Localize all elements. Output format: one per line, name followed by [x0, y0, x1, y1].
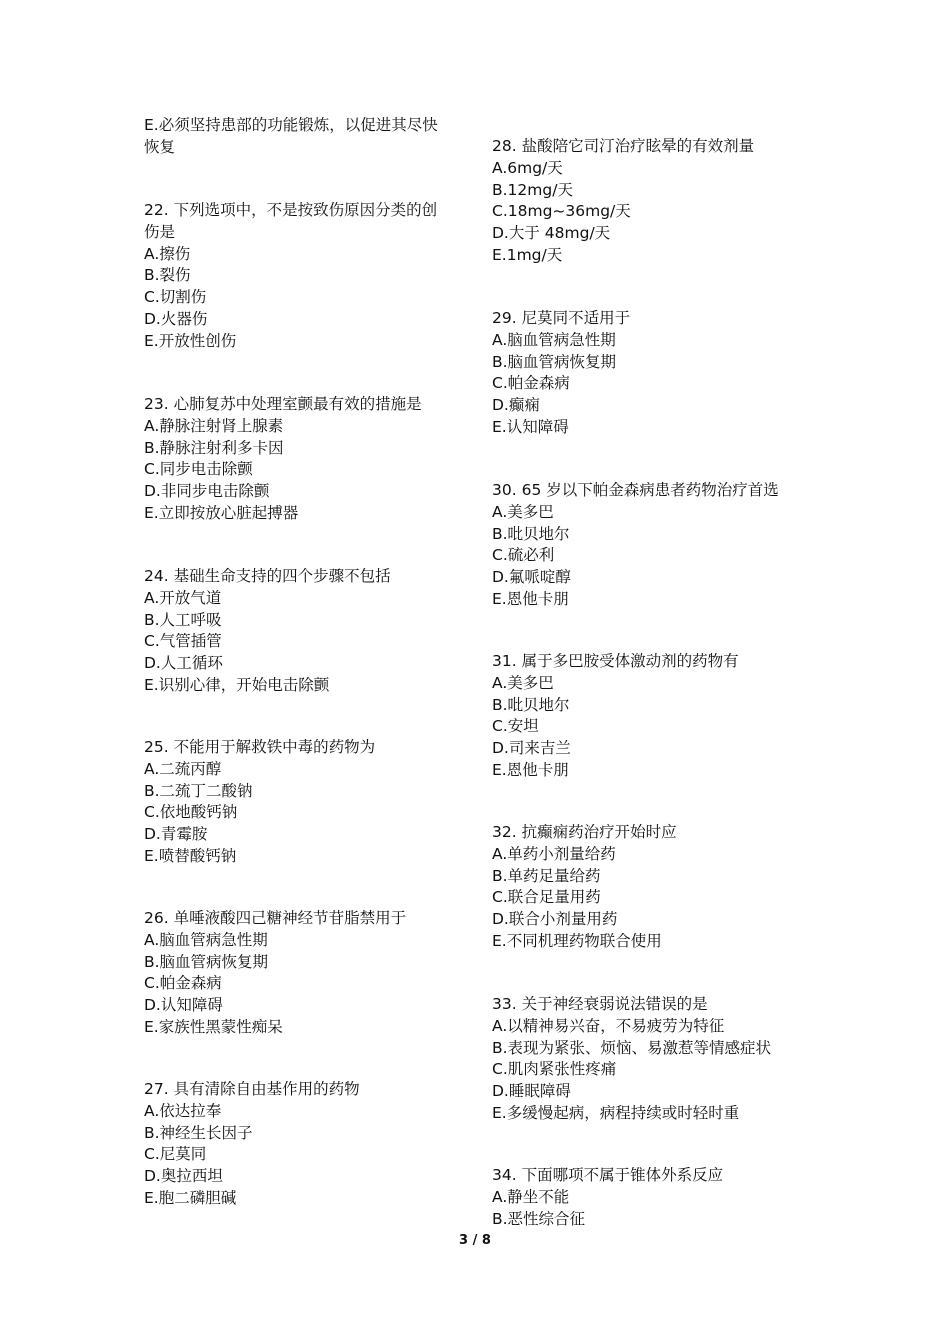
- option-line: C.安坦: [492, 717, 539, 736]
- option-line: D.认知障碍: [144, 996, 223, 1015]
- option-line: D.癫痫: [492, 396, 540, 415]
- option-line: B.吡贝地尔: [492, 695, 570, 714]
- option-line: B.恶性综合征: [492, 1209, 586, 1228]
- option-line: C.肌肉紧张性疼痛: [492, 1060, 617, 1079]
- option-line: B.脑血管病恢复期: [144, 952, 269, 971]
- option-line: E.识别心律，开始电击除颤: [144, 675, 330, 694]
- option-line: D.联合小剂量用药: [492, 910, 618, 929]
- option-line: A.开放气道: [144, 588, 222, 607]
- option-line: A.美多巴: [492, 673, 554, 692]
- option-line: D.大于 48mg/天: [492, 224, 611, 243]
- option-line: D.青霉胺: [144, 825, 208, 844]
- question-line: 34. 下面哪项不属于锥体外系反应: [492, 1166, 724, 1184]
- option-line: C.帕金森病: [144, 974, 222, 993]
- option-line: E.胞二磷胆碱: [144, 1188, 237, 1207]
- question-line: 28. 盐酸陪它司汀治疗眩晕的有效剂量: [492, 137, 755, 155]
- option-line: D.非同步电击除颤: [144, 482, 270, 501]
- option-line: A.脑血管病急性期: [144, 930, 268, 949]
- option-line: E.喷替酸钙钠: [144, 846, 237, 865]
- question-block: [492, 136, 754, 267]
- option-line: C.尼莫同: [144, 1145, 207, 1164]
- question-block: [144, 737, 375, 868]
- option-line: D.司来吉兰: [492, 739, 571, 758]
- option-line: A.以精神易兴奋，不易疲劳为特征: [492, 1016, 725, 1035]
- question-block: [144, 394, 422, 525]
- option-line: 恢复: [144, 137, 176, 156]
- option-line: C.气管插管: [144, 632, 222, 651]
- option-line: C.硫必利: [492, 546, 555, 565]
- question-block: [492, 308, 630, 439]
- option-line: D.人工循环: [144, 654, 223, 673]
- option-line: E.多缓慢起病，病程持续或时轻时重: [492, 1103, 740, 1122]
- option-line: A.美多巴: [492, 502, 554, 521]
- option-line: B.脑血管病恢复期: [492, 352, 617, 371]
- option-line: B.表现为紧张、烦恼、易激惹等情感症状: [492, 1038, 772, 1057]
- option-line: D.奥拉西坦: [144, 1167, 223, 1186]
- option-line: C.依地酸钙钠: [144, 803, 238, 822]
- question-line: 32. 抗癫痫药治疗开始时应: [492, 823, 677, 841]
- option-line: A.单药小剂量给药: [492, 844, 616, 863]
- question-block: [492, 480, 779, 611]
- question-block: [492, 994, 771, 1125]
- question-line: 29. 尼莫同不适用于: [492, 309, 631, 327]
- question-block: [144, 115, 438, 159]
- page-number: 3 / 8: [459, 1233, 491, 1248]
- question-block: [144, 1079, 360, 1210]
- question-line: 27. 具有清除自由基作用的药物: [144, 1080, 360, 1098]
- question-block: [492, 1165, 723, 1230]
- question-line: 30. 65 岁以下帕金森病患者药物治疗首选: [492, 481, 779, 499]
- question-line: 33. 关于神经衰弱说法错误的是: [492, 995, 708, 1013]
- option-line: E.恩他卡朋: [492, 760, 569, 779]
- question-line: 23. 心肺复苏中处理室颤最有效的措施是: [144, 395, 422, 413]
- question-block: [492, 651, 739, 782]
- question-block: [492, 822, 677, 953]
- option-line: A.脑血管病急性期: [492, 330, 616, 349]
- option-line: A.依达拉奉: [144, 1101, 222, 1120]
- option-line: C.同步电击除颤: [144, 460, 253, 479]
- option-line: B.静脉注射利多卡因: [144, 438, 284, 457]
- option-line: B.神经生长因子: [144, 1123, 253, 1142]
- option-line: A.静坐不能: [492, 1187, 570, 1206]
- option-line: B.裂伤: [144, 266, 191, 285]
- question-line: 31. 属于多巴胺受体激动剂的药物有: [492, 652, 739, 670]
- option-line: A.6mg/天: [492, 158, 563, 177]
- question-line: 24. 基础生命支持的四个步骤不包括: [144, 567, 391, 585]
- option-line: B.12mg/天: [492, 180, 573, 199]
- question-block: [144, 908, 406, 1039]
- option-line: E.1mg/天: [492, 245, 563, 264]
- option-line: B.吡贝地尔: [492, 524, 570, 543]
- option-line: 伤是: [144, 222, 176, 241]
- option-line: E.不同机理药物联合使用: [492, 931, 662, 950]
- option-line: C.18mg~36mg/天: [492, 202, 631, 221]
- question-line: E.必须坚持患部的功能锻炼，以促进其尽快: [144, 116, 438, 134]
- option-line: E.立即按放心脏起搏器: [144, 503, 299, 522]
- option-line: D.睡眠障碍: [492, 1082, 571, 1101]
- option-line: E.开放性创伤: [144, 331, 237, 350]
- option-line: E.恩他卡朋: [492, 589, 569, 608]
- option-line: D.氟哌啶醇: [492, 568, 571, 587]
- option-line: D.火器伤: [144, 309, 208, 328]
- option-line: C.切割伤: [144, 288, 207, 307]
- option-line: B.二巯丁二酸钠: [144, 781, 253, 800]
- option-line: A.二巯丙醇: [144, 759, 222, 778]
- option-line: E.认知障碍: [492, 417, 569, 436]
- option-line: A.静脉注射肾上腺素: [144, 416, 284, 435]
- question-block: [144, 200, 437, 353]
- option-line: B.单药足量给药: [492, 866, 601, 885]
- question-line: 26. 单唾液酸四己糖神经节苷脂禁用于: [144, 909, 407, 927]
- option-line: C.联合足量用药: [492, 888, 601, 907]
- option-line: B.人工呼吸: [144, 610, 222, 629]
- question-block: [144, 566, 391, 697]
- question-line: 22. 下列选项中，不是按致伤原因分类的创: [144, 201, 438, 219]
- option-line: E.家族性黑蒙性痴呆: [144, 1017, 283, 1036]
- option-line: C.帕金森病: [492, 374, 570, 393]
- option-line: A.擦伤: [144, 244, 191, 263]
- question-line: 25. 不能用于解救铁中毒的药物为: [144, 738, 376, 756]
